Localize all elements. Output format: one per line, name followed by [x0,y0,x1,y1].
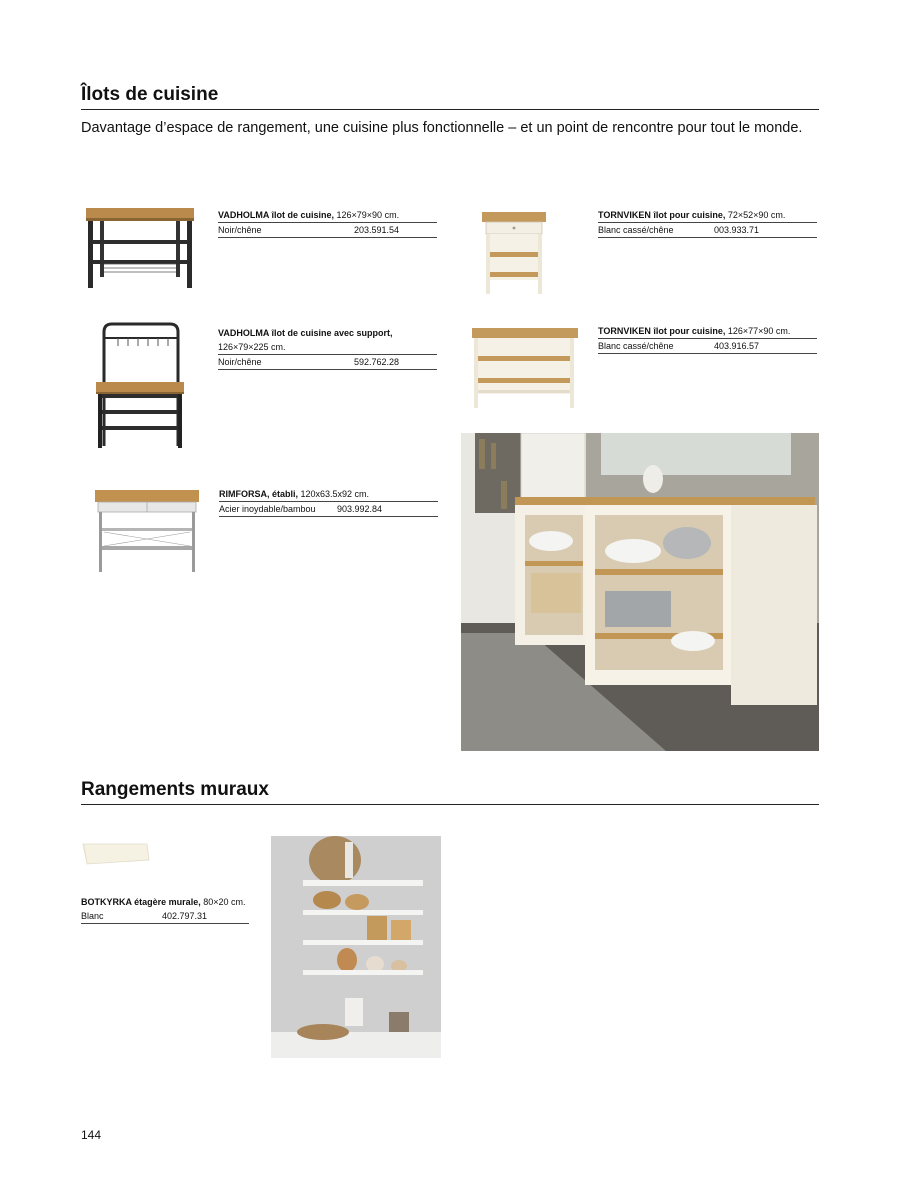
vadholma-image [84,204,196,290]
product-ref: 203.591.54 [353,225,399,235]
product-ref-row [81,909,249,924]
product-finish: Blanc cassé/chêne [598,225,674,235]
page-number: 144 [81,1128,102,1142]
product-tornviken-large [598,324,817,354]
wall-shelves-photo [271,836,441,1058]
product-vadholma-support [218,326,437,370]
product-ref-row [218,222,437,238]
section-divider [81,804,819,805]
product-botkyrka [81,895,249,924]
product-dims: 72×52×90 cm. [725,210,786,220]
product-ref: 903.992.84 [336,504,382,514]
product-dims: 120x63.5x92 cm. [298,489,370,499]
product-finish: Acier inoydable/bambou [219,504,316,514]
product-name: TORNVIKEN îlot pour cuisine, [598,210,726,220]
product-finish: Noir/chêne [218,357,262,367]
product-ref-row [219,501,438,517]
product-name-line [598,324,817,338]
tornviken-large-image [470,326,580,410]
section-title-wall: Rangements muraux [81,779,269,800]
tornviken-small-image [480,210,548,296]
product-dims: 126×77×90 cm. [725,326,791,336]
botkyrka-image [81,840,151,866]
product-ref: 592.762.28 [353,357,399,367]
product-rimforsa [219,487,438,517]
section-title-islands: Îlots de cuisine [81,84,219,105]
product-ref-row [598,338,817,354]
product-dims: 80×20 cm. [200,897,246,907]
product-ref: 402.797.31 [161,911,207,921]
product-finish: Noir/chêne [218,225,262,235]
product-ref: 003.933.71 [713,225,759,235]
section-intro: Davantage d’espace de rangement, une cuisine plus fonctionnelle – et un point de rencontre pour tout le monde. [81,120,803,136]
vadholma-support-image [94,322,186,450]
product-name-line [218,208,437,222]
product-ref: 403.916.57 [713,341,759,351]
kitchen-island-photo [461,433,819,751]
product-tornviken-small [598,208,817,238]
product-name: VADHOLMA îlot de cuisine avec support, [218,328,393,338]
product-name-line [218,326,437,340]
product-dims: 126×79×90 cm. [334,210,400,220]
product-name: TORNVIKEN îlot pour cuisine, [598,326,726,336]
product-name: BOTKYRKA étagère murale, [81,897,201,907]
product-name: RIMFORSA, établi, [219,489,299,499]
product-ref-row [218,354,437,370]
product-finish: Blanc cassé/chêne [598,341,674,351]
product-ref-row [598,222,817,238]
product-name-line [219,487,438,501]
product-name-line [598,208,817,222]
product-name: VADHOLMA îlot de cuisine, [218,210,335,220]
product-vadholma [218,208,437,238]
section-divider [81,109,819,110]
rimforsa-image [94,488,200,574]
product-dims: 126×79×225 cm. [218,342,286,352]
product-finish: Blanc [81,911,104,921]
product-name-line [81,895,249,909]
